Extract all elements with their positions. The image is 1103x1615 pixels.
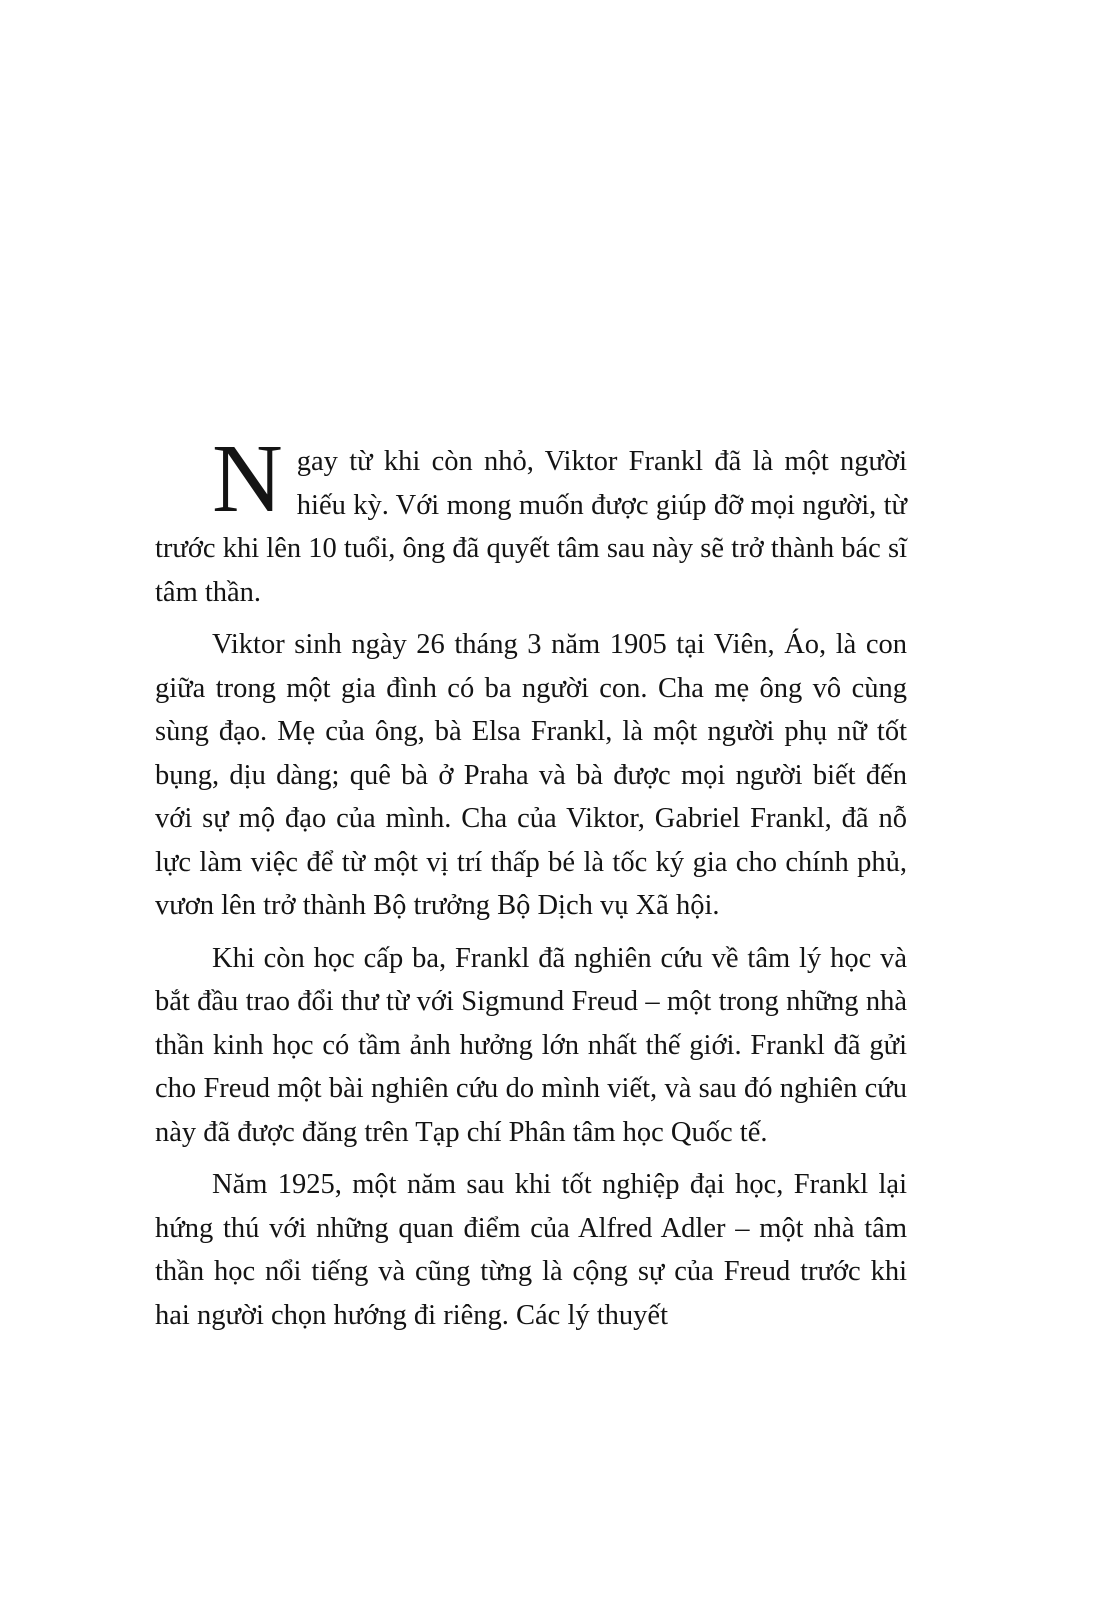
body-text-column [155, 425, 907, 1337]
paragraph-freud [155, 937, 907, 1155]
paragraph-text: gay từ khi còn nhỏ, Viktor Frankl đã là một người hiếu kỳ. Với mong muốn được giúp đỡ mọi người, từ trước khi lên 10 tuổi, ông đã quyết tâm sau này sẽ trở thành bác sĩ tâm thần. [155, 446, 907, 608]
drop-cap-letter: N [212, 425, 283, 533]
paragraph-text: Viktor sinh ngày 26 tháng 3 năm 1905 tại Viên, Áo, là con giữa trong một gia đình có ba người con. Cha mẹ ông vô cùng sùng đạo. Mẹ của ông, bà Elsa Frankl, là một người phụ nữ tốt bụng, dịu dàng; quê bà ở Praha và bà được mọi người biết đến với sự mộ đạo của mình. Cha của Viktor, Gabriel Frankl, đã nỗ lực làm việc để từ một vị trí thấp bé là tốc ký gia cho chính phủ, vươn lên trở thành Bộ trưởng Bộ Dịch vụ Xã hội. [155, 629, 907, 921]
paragraph-text: Khi còn học cấp ba, Frankl đã nghiên cứu về tâm lý học và bắt đầu trao đổi thư từ với Sigmund Freud – một trong những nhà thần kinh học có tầm ảnh hưởng lớn nhất thế giới. Frankl đã gửi cho Freud một bài nghiên cứu do mình viết, và sau đó nghiên cứu này đã được đăng trên Tạp chí Phân tâm học Quốc tế. [155, 942, 907, 1148]
paragraph-intro [155, 425, 907, 614]
paragraph-birth [155, 623, 907, 928]
paragraph-text: Năm 1925, một năm sau khi tốt nghiệp đại học, Frankl lại hứng thú với những quan điểm của Alfred Adler – một nhà tâm thần học nổi tiếng và cũng từng là cộng sự của Freud trước khi hai người chọn hướng đi riêng. Các lý thuyết [155, 1169, 907, 1331]
paragraph-adler [155, 1163, 907, 1337]
